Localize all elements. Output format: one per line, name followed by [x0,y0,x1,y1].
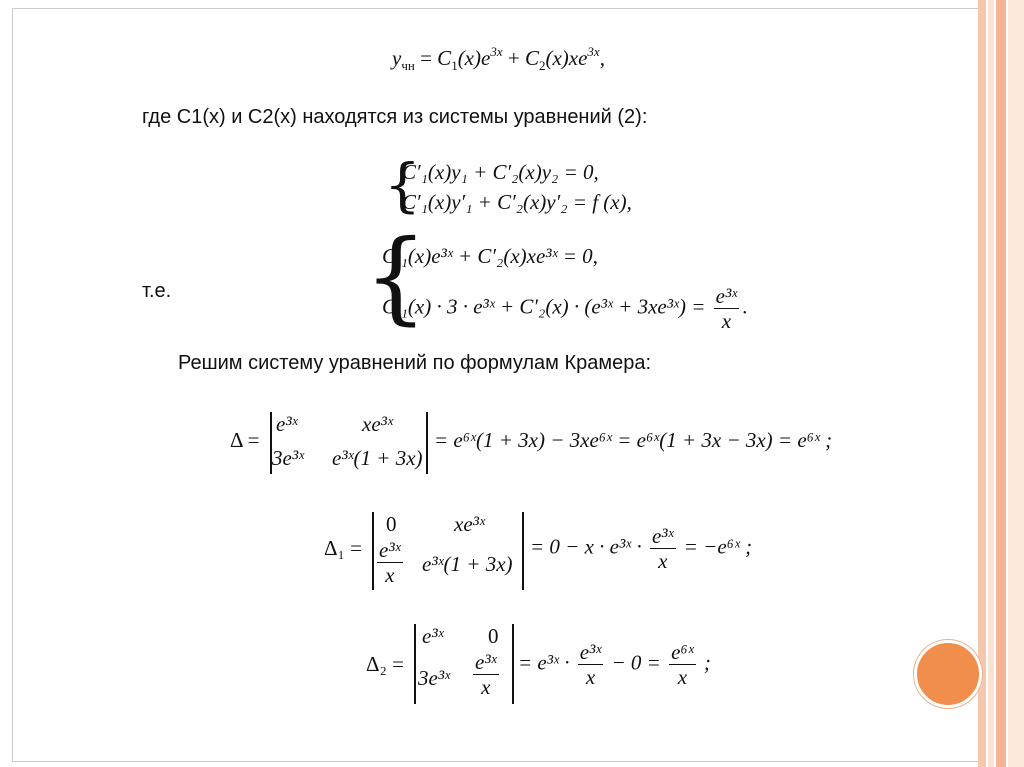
decorative-circle [914,640,982,708]
fraction: $\frac{\text{e³ˣ}}{x}$ [579,640,602,689]
system-specific-row2: C′₁(x) · 3 · e³ˣ + C′₂(x) · (e³ˣ + 3xe³ˣ) = $\frac{\text{e³ˣ}}{x}$ . [382,284,748,333]
matrix-cell: e³ˣ [422,624,444,648]
fraction: $\frac{\text{e⁶ˣ}}{x}$ [671,640,694,689]
cramer-text: Решим систему уравнений по формулам Крамера: [178,352,652,374]
matrix-cell: xe³ˣ [362,412,393,436]
determinant-bar [512,624,514,704]
matrix-cell [470,650,502,699]
matrix-cell [374,538,406,587]
fraction: $\frac{\text{e³ˣ}}{x}$ [715,284,738,333]
delta2-result: = e³ˣ · $\frac{\text{e³ˣ}}{x}$ − 0 = $\frac{\text{e⁶ˣ}}{x}$ ; [518,640,711,689]
determinant-delta1 [324,512,764,592]
determinant-bar [522,512,524,590]
te-label: т.е. [142,280,172,302]
delta-result: = e⁶ˣ(1 + 3x) − 3xe⁶ˣ = e⁶ˣ(1 + 3x − 3x) = e⁶ˣ ; [434,428,833,452]
matrix-cell: e³ˣ [276,412,298,436]
delta-symbol: Δ = [230,428,260,452]
stripe [1008,0,1024,767]
determinant-delta2 [366,622,726,706]
matrix-cell: e³ˣ(1 + 3x) [422,552,513,576]
left-brace: { [364,218,428,335]
delta1-result: = 0 − x · e³ˣ · $\frac{\text{e³ˣ}}{x}$ = −e⁶ˣ ; [530,524,753,573]
determinant-bar [414,624,416,704]
delta1-symbol: Δ₁ = [324,536,362,560]
matrix-cell: 0 [488,624,499,648]
determinant-bar [426,412,428,474]
system-general-row1: C′₁(x)y₁ + C′₂(x)y₂ = 0, [402,160,599,184]
matrix-cell: xe³ˣ [454,512,485,536]
system-specific-row1: C′₁(x)e³ˣ + C′₂(x)xe³ˣ = 0, [382,244,598,268]
stripe [996,0,1006,767]
matrix-cell: 3e³ˣ [272,446,305,470]
fraction: $\frac{\text{e³ˣ}}{x}$ [651,524,674,573]
system-general-row2: C′₁(x)y′₁ + C′₂(x)y′₂ = f (x), [402,190,632,214]
matrix-cell: 3e³ˣ [418,666,451,690]
stripe [988,0,994,767]
fraction: $\frac{\text{e³ˣ}}{x}$ [379,538,401,587]
formula-particular-solution: $y_{чн} = C_1(x)e^{3x} + C_2(x)xe^{3x}$, [392,44,605,73]
stripe [978,0,986,767]
delta2-symbol: Δ₂ = [366,652,404,676]
left-brace: { [384,151,421,219]
matrix-cell: 0 [386,512,397,536]
determinant-delta [230,410,850,476]
fraction: $\frac{\text{e³ˣ}}{x}$ [475,650,497,699]
decorative-stripes [978,0,1024,767]
matrix-cell: e³ˣ(1 + 3x) [332,446,423,470]
intro-text: где C1(x) и C2(x) находятся из системы уравнений (2): [142,106,648,128]
